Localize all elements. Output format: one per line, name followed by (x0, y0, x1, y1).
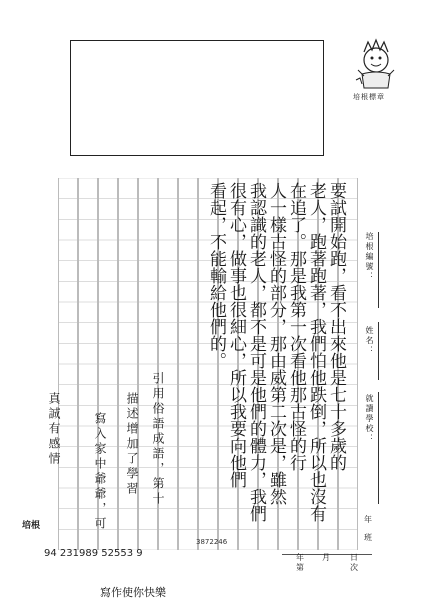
line-name (378, 322, 379, 380)
essay-column: 看起，不能輸給他們的。 (206, 182, 226, 369)
essay-column: 很有心，做事也很細心，所以我要向他們 (226, 182, 246, 488)
essay-column: 要試開始跑，看不出來他是七十多歲的 (326, 182, 346, 471)
label-year: 年 (296, 553, 304, 562)
essay-column: 老人，跑著跑著，我們怕他跌倒，所以也沒有 (306, 182, 326, 522)
stamp-numbers: 94 231989 52553 9 (44, 548, 143, 559)
essay-column: 人一樣古怪的部分，那由威第二次是，雖然 (266, 182, 286, 505)
comment-column: 引用俗語成語，第十 (151, 372, 165, 507)
label-school: 就讀學校： (365, 394, 374, 444)
line-class (378, 232, 379, 308)
essay-column: 我認識的老人，都不是可是他們的體力，我們 (246, 182, 266, 522)
comment-column: 描述增加了學習 (125, 392, 139, 497)
label-grade: 年 (364, 515, 374, 524)
small-note: 3872246 (196, 538, 228, 546)
teacher-signature: 培根 (22, 521, 41, 531)
essay-column: 在追了。那是我第一次看他那古怪的行 (286, 182, 306, 471)
footer-slogan: 寫作使你快樂 (100, 586, 166, 599)
label-order: 第 (296, 563, 304, 572)
label-day: 日 (350, 553, 358, 562)
comment-column: 寫入家中爺爺，可 (93, 412, 107, 532)
label-class-unit: 班 (364, 533, 374, 542)
label-name: 姓名： (365, 326, 374, 356)
line-school (378, 392, 379, 504)
top-blank-frame (70, 40, 324, 156)
label-month: 月 (322, 553, 330, 562)
stamp-label: 培根標章 (353, 93, 385, 101)
comment-column: 真誠有感情 (47, 392, 61, 467)
label-times: 次 (350, 563, 358, 572)
label-class: 培根編號： (365, 232, 374, 282)
